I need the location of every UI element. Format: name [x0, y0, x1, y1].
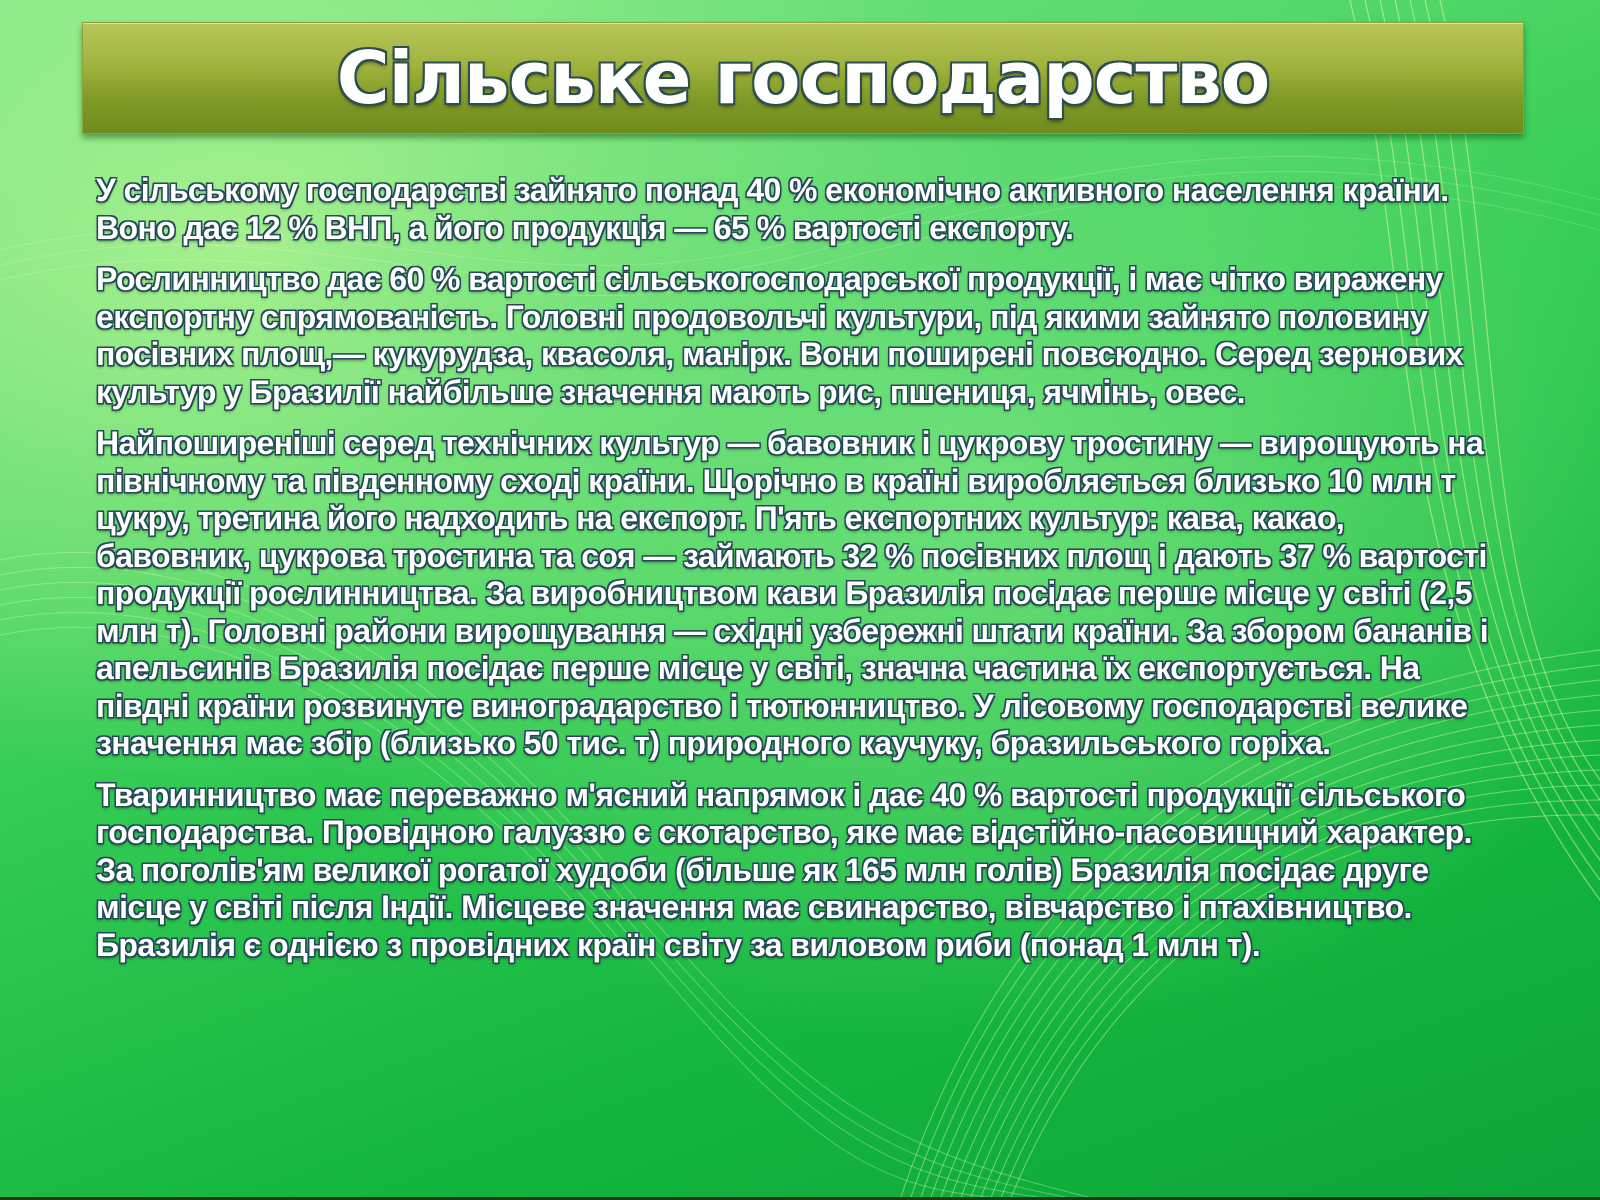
title-bar — [82, 22, 1524, 134]
slide-title: Сільське господарство — [336, 36, 1270, 120]
paragraph-livestock: Тваринництво має переважно м'ясний напрямок і дає 40 % вартості продукції сільського господарства. Провідною галуззю є скотарство, яке має відстійно-пасовищний характер. За поголів'ям великої рогатої худоби (більше як 165 млн голів) Бразилія посідає друге місце у світі після Індії. Місцеве значення має свинарство, вівчарство і птахівництво. Бразилія є однією з провідних країн світу за виловом риби (понад 1 млн т). — [96, 776, 1472, 963]
paragraph-employment: У сільському господарстві зайнято понад 40 % економічно активного населення країни. Воно дає 12 % ВНП, а його продукція — 65 % вартості експорту. — [96, 172, 1449, 246]
paragraph-crop-production: Рослинництво дає 60 % вартості сільськогосподарської продукції, і має чітко виражену експортну спрямованість. Головні продовольчі культури, під якими зайнято половину посівних площ,— кукурудза, квасоля, манірк. Вони поширені повсюдно. Серед зернових культур у Бразилії найбільше значення мають рис, пшениця, ячмінь, овес. — [96, 261, 1463, 410]
paragraph-industrial-crops: Найпоширеніші серед технічних культур — бавовник і цукрову тростину — вирощують на північному та південному сході країни. Щорічно в країні виробляється близько 10 млн т цукру, третина його надходить на експорт. П'ять експортних культур: кава, какао, бавовник, цукрова тростина та соя — займають 32 % посівних площ і дають 37 % вартості продукції рослинництва. За виробництвом кави Бразилія посідає перше місце у світі (2,5 млн т). Головні райони вирощування — східні узбережні штати країни. За збором бананів і апельсинів Бразилія посідає перше місце у світі, значна частина їх експортується. На півдні країни розвинуте виноградарство і тютюнництво. У лісовому господарстві велике значення має збір (близько 50 тис. т) природного каучуку, бразильського горіха. — [96, 425, 1489, 761]
slide-body — [96, 172, 1506, 978]
